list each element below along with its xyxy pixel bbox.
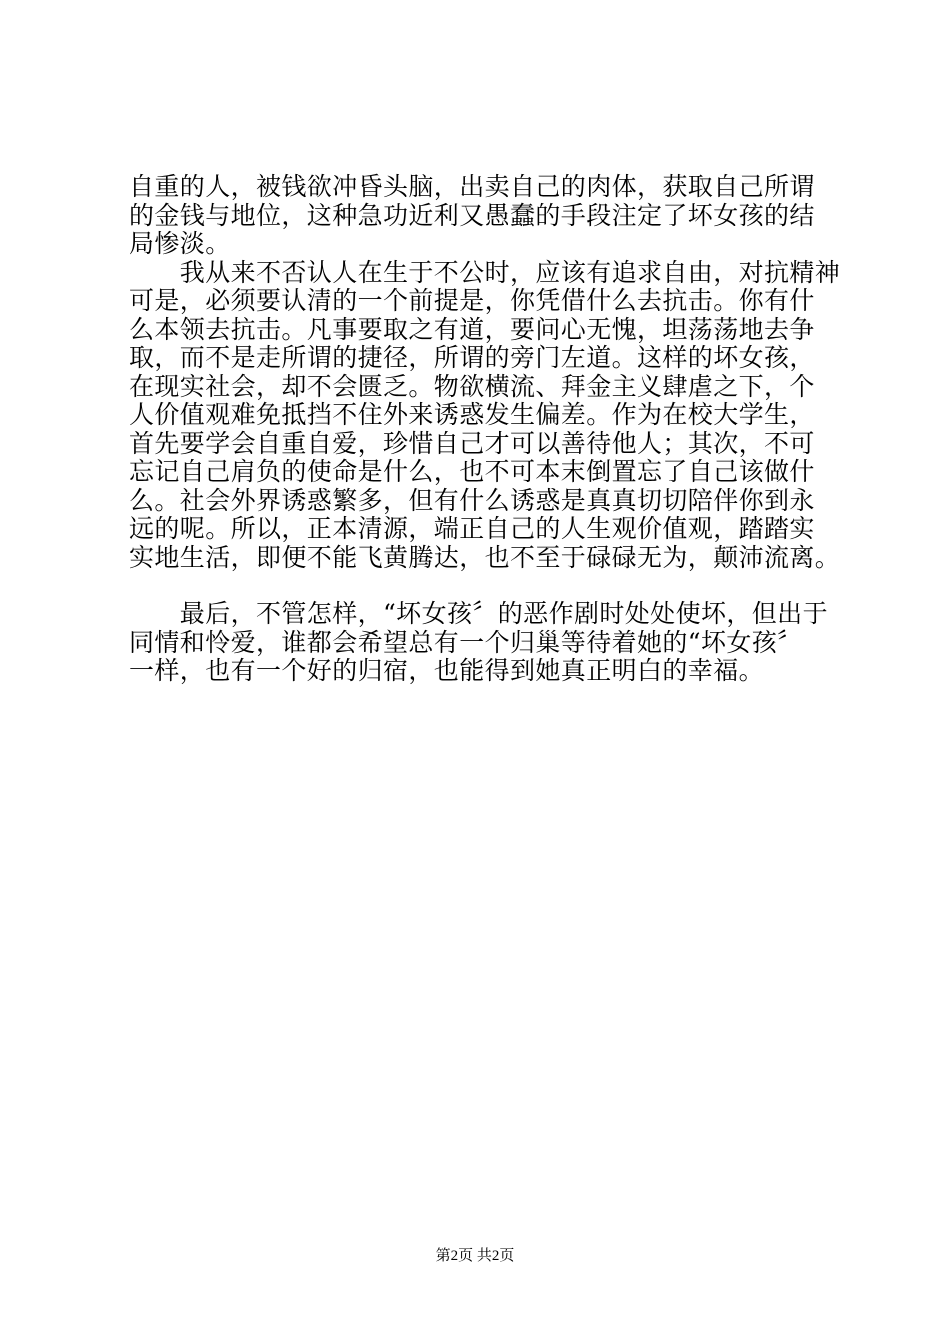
page-footer [0,1246,950,1266]
text-line: 在现实社会，却不会匮乏。物欲横流、拜金主义肆虐之下，个 [129,371,815,401]
text-line: 么。社会外界诱惑繁多，但有什么诱惑是真真切切陪伴你到永 [129,485,815,515]
text-line: 可是，必须要认清的一个前提是，你凭借什么去抗击。你有什 [129,286,815,315]
paragraph-1 [129,173,829,259]
text-line: 首先要学会自重自爱，珍惜自己才可以善待他人；其次，不可 [129,428,815,458]
text-line: 同情和怜爱，谁都会希望总有一个归巢等待着她的“坏女孩〞 [129,627,803,657]
paragraph-2 [129,257,841,573]
text-line: 取，而不是走所谓的捷径，所谓的旁门左道。这样的坏女孩， [129,343,815,372]
paragraph-3 [129,600,829,686]
text-line: 我从来不否认人在生于不公时，应该有追求自由，对抗精神 [129,257,841,287]
text-line: 忘记自己肩负的使命是什么，也不可本末倒置忘了自己该做什 [129,457,815,486]
text-line: 的金钱与地位，这种急功近利又愚蠢的手段注定了坏女孩的结 [129,200,815,230]
text-line: 局惨淡。 [129,229,231,258]
text-line: 远的呢。所以，正本清源，端正自己的人生观价值观，踏踏实 [129,514,815,543]
text-line: 最后，不管怎样，“坏女孩〞的恶作剧时处处使坏，但出于 [129,599,828,628]
text-line: 人价值观难免抵挡不住外来诱惑发生偏差。作为在校大学生， [129,400,815,429]
text-line: 自重的人，被钱欲冲昏头脑，出卖自己的肉体，获取自己所谓 [129,172,815,201]
text-line: 么本领去抗击。凡事要取之有道，要问心无愧，坦荡荡地去争 [129,314,815,344]
text-line: 一样，也有一个好的归宿，也能得到她真正明白的幸福。 [129,656,765,685]
document-body [129,172,841,686]
page-number: 第2页 共2页 [435,1248,515,1264]
text-line: 实地生活，即便不能飞黄腾达，也不至于碌碌无为，颠沛流离。 [129,542,841,572]
paragraph-spacer [129,572,829,600]
